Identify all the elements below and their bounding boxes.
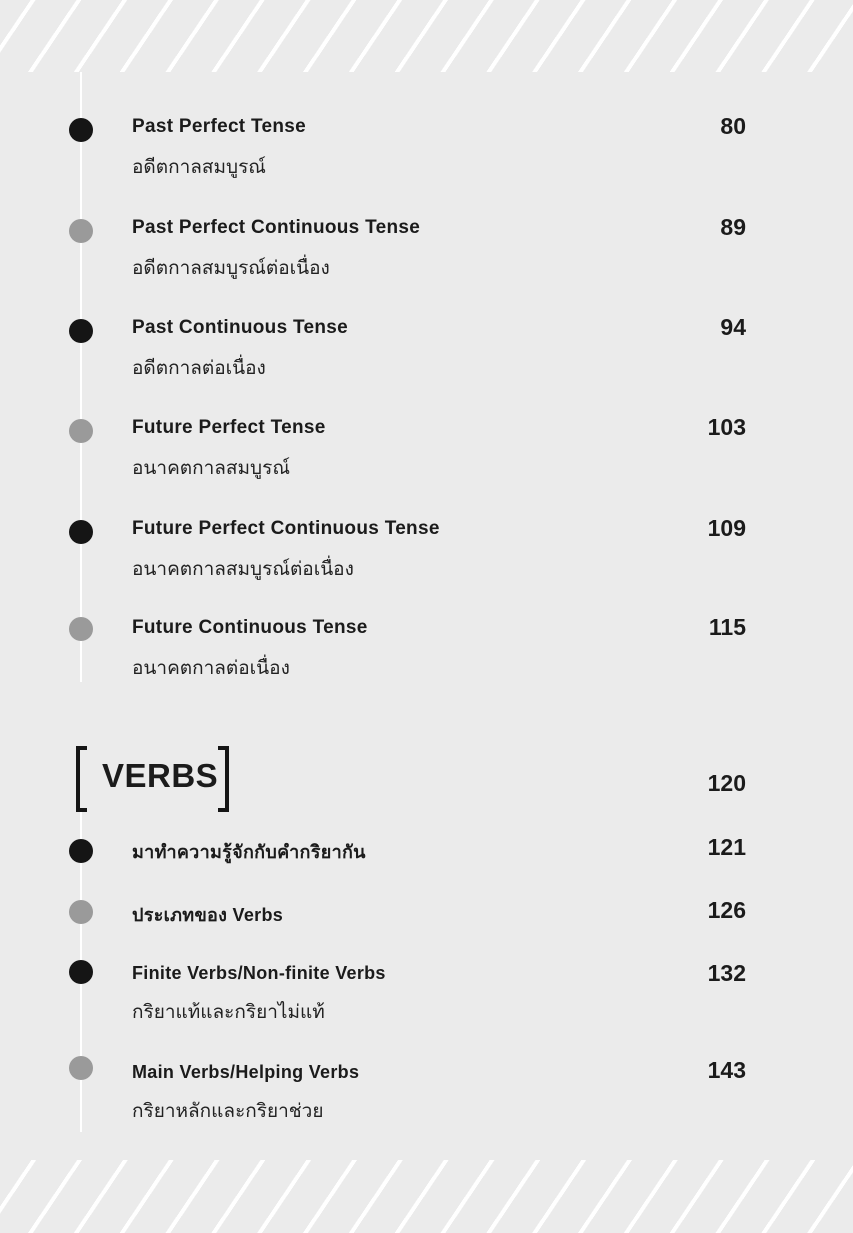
entry-page-number: 109	[707, 515, 746, 541]
entry-page-number: 132	[707, 960, 746, 986]
entry-title: Future Perfect Continuous Tense	[132, 518, 440, 539]
entry-title: Past Continuous Tense	[132, 317, 349, 338]
bullet-dot-icon	[69, 319, 93, 343]
timeline-line-top	[80, 72, 82, 682]
entry-page-number: 94	[720, 314, 746, 340]
bullet-dot-icon	[69, 118, 93, 142]
entry-page-number: 80	[720, 113, 746, 139]
bullet-dot-icon	[69, 219, 93, 243]
entry-subtitle: กริยาหลักและกริยาช่วย	[132, 1100, 324, 1122]
bottom-stripe-decoration	[0, 1160, 853, 1233]
entry-subtitle: อนาคตกาลต่อเนื่อง	[132, 657, 290, 679]
bullet-dot-icon	[69, 520, 93, 544]
entry-page-number: 89	[720, 214, 746, 240]
entry-title: ประเภทของ Verbs	[132, 905, 284, 925]
bullet-dot-icon	[69, 960, 93, 984]
entry-title: Future Continuous Tense	[132, 617, 368, 638]
bullet-dot-icon	[69, 1056, 93, 1080]
bullet-dot-icon	[69, 419, 93, 443]
entry-subtitle: กริยาแท้และกริยาไม่แท้	[132, 1001, 325, 1023]
entry-subtitle: อดีตกาลสมบูรณ์	[132, 156, 266, 178]
entry-title: Past Perfect Tense	[132, 116, 307, 137]
bullet-dot-icon	[69, 900, 93, 924]
entry-page-number: 143	[707, 1057, 746, 1083]
entry-subtitle: อดีตกาลต่อเนื่อง	[132, 357, 266, 379]
entry-title: Main Verbs/Helping Verbs	[132, 1062, 360, 1082]
entry-title: Finite Verbs/Non-finite Verbs	[132, 963, 386, 983]
top-stripe-decoration	[0, 0, 853, 72]
left-bracket-icon	[76, 746, 87, 812]
section-title: VERBS	[102, 757, 219, 794]
entry-page-number: 121	[707, 834, 746, 860]
entry-title: Past Perfect Continuous Tense	[132, 217, 421, 238]
entry-subtitle: อดีตกาลสมบูรณ์ต่อเนื่อง	[132, 257, 330, 279]
section-page-number: 120	[707, 770, 746, 796]
bullet-dot-icon	[69, 839, 93, 863]
entry-subtitle: อนาคตกาลสมบูรณ์ต่อเนื่อง	[132, 558, 354, 580]
entry-page-number: 103	[707, 414, 746, 440]
entry-subtitle: อนาคตกาลสมบูรณ์	[132, 457, 290, 479]
right-bracket-icon	[218, 746, 229, 812]
entry-page-number: 115	[708, 614, 746, 640]
entry-title: มาทำความรู้จักกับคำกริยากัน	[132, 842, 366, 862]
entry-page-number: 126	[707, 897, 746, 923]
entry-title: Future Perfect Tense	[132, 417, 326, 438]
bullet-dot-icon	[69, 617, 93, 641]
